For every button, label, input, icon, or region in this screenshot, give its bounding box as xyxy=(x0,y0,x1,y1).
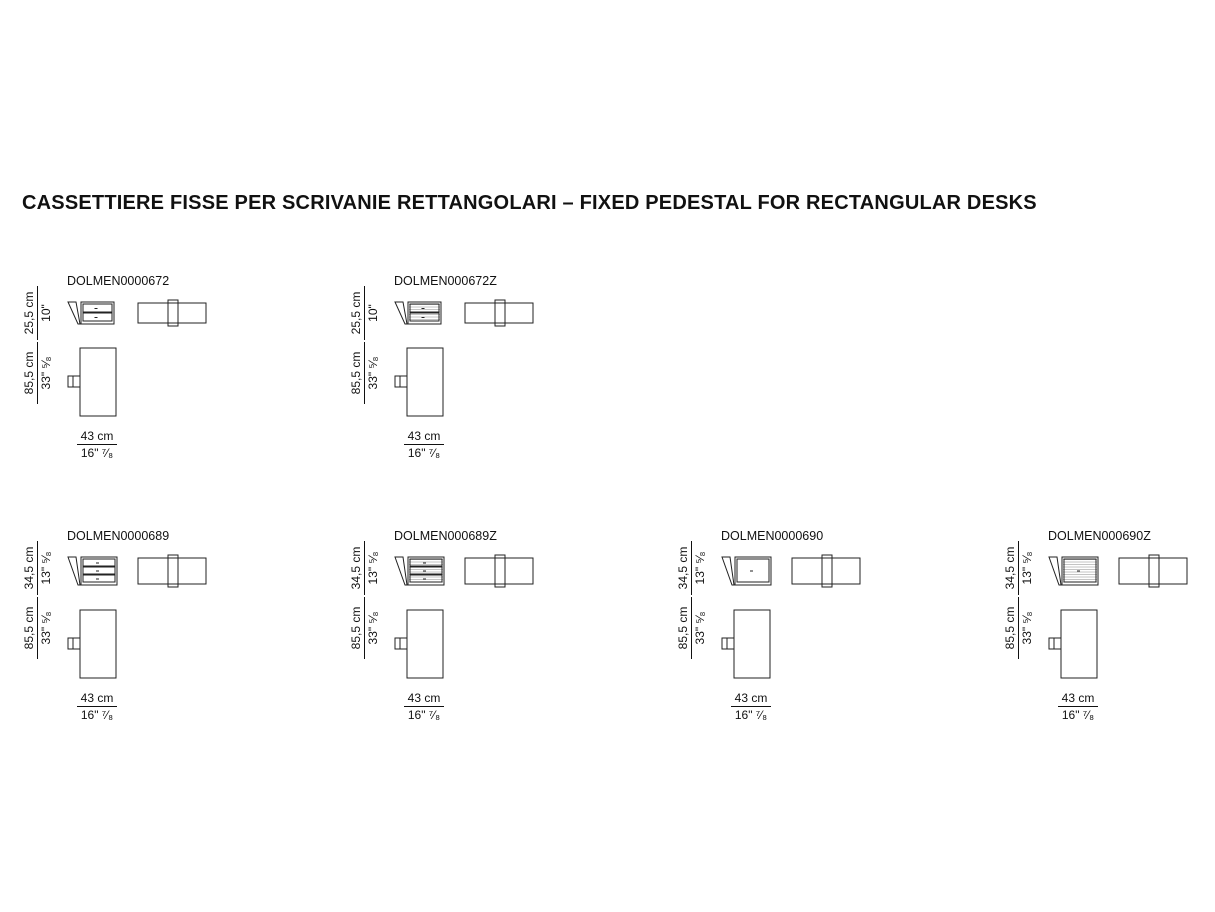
front-height-dimension-cm: 34,5 cm xyxy=(349,546,363,590)
product-code: DOLMEN000690Z xyxy=(1048,529,1151,543)
front-height-dimension-cm: 34,5 cm xyxy=(22,546,36,590)
pedestal-drawing xyxy=(349,274,559,474)
width-dimension-in: 16" ⁷⁄₈ xyxy=(407,446,441,460)
side-elevation xyxy=(1049,610,1097,678)
total-height-dimension-cm: 85,5 cm xyxy=(349,351,363,395)
width-dimension-in: 16" ⁷⁄₈ xyxy=(734,708,768,722)
side-elevation xyxy=(395,610,443,678)
side-profile-bracket xyxy=(68,302,80,324)
plan-view xyxy=(1119,555,1187,587)
pedestal-unit xyxy=(22,529,232,729)
pedestal-unit xyxy=(676,529,886,729)
side-profile-bracket xyxy=(395,557,407,585)
width-dimension-cm: 43 cm xyxy=(407,691,441,705)
plan-view xyxy=(138,300,206,326)
side-profile-bracket xyxy=(1049,557,1061,585)
pedestal-drawing xyxy=(1003,529,1213,729)
product-code: DOLMEN0000690 xyxy=(721,529,824,543)
front-height-dimension-in: 13" ⁵⁄₈ xyxy=(39,551,53,585)
pedestal-unit xyxy=(349,529,559,729)
total-height-dimension-cm: 85,5 cm xyxy=(676,606,690,650)
width-dimension-cm: 43 cm xyxy=(407,429,441,443)
product-code: DOLMEN000689Z xyxy=(394,529,497,543)
front-elevation xyxy=(81,302,114,324)
total-height-dimension-in: 33" ⁵⁄₈ xyxy=(366,356,380,390)
total-height-dimension-in: 33" ⁵⁄₈ xyxy=(1020,611,1034,645)
side-elevation xyxy=(395,348,443,416)
side-elevation xyxy=(68,610,116,678)
width-dimension-cm: 43 cm xyxy=(80,429,114,443)
width-dimension-in: 16" ⁷⁄₈ xyxy=(407,708,441,722)
pedestal-drawing xyxy=(676,529,886,729)
product-code: DOLMEN000672Z xyxy=(394,274,497,288)
product-code: DOLMEN0000672 xyxy=(67,274,170,288)
front-elevation xyxy=(408,557,444,585)
side-elevation xyxy=(722,610,770,678)
pedestal-drawing xyxy=(349,529,559,729)
pedestal-unit xyxy=(1003,529,1213,729)
plan-view xyxy=(465,555,533,587)
width-dimension-cm: 43 cm xyxy=(80,691,114,705)
front-elevation xyxy=(408,302,441,324)
front-height-dimension-in: 10" xyxy=(366,304,380,322)
pedestal-unit xyxy=(22,274,232,474)
front-height-dimension-cm: 25,5 cm xyxy=(22,291,36,335)
front-height-dimension-cm: 34,5 cm xyxy=(1003,546,1017,590)
width-dimension-in: 16" ⁷⁄₈ xyxy=(80,708,114,722)
total-height-dimension-in: 33" ⁵⁄₈ xyxy=(39,611,53,645)
side-profile-bracket xyxy=(68,557,80,585)
side-profile-bracket xyxy=(395,302,407,324)
plan-view xyxy=(792,555,860,587)
total-height-dimension-in: 33" ⁵⁄₈ xyxy=(366,611,380,645)
front-elevation xyxy=(1062,557,1098,585)
total-height-dimension-cm: 85,5 cm xyxy=(22,606,36,650)
pedestal-drawing xyxy=(22,529,232,729)
total-height-dimension-cm: 85,5 cm xyxy=(1003,606,1017,650)
total-height-dimension-in: 33" ⁵⁄₈ xyxy=(39,356,53,390)
total-height-dimension-cm: 85,5 cm xyxy=(22,351,36,395)
front-elevation xyxy=(81,557,117,585)
width-dimension-in: 16" ⁷⁄₈ xyxy=(1061,708,1095,722)
front-height-dimension-cm: 25,5 cm xyxy=(349,291,363,335)
front-height-dimension-in: 13" ⁵⁄₈ xyxy=(366,551,380,585)
front-elevation xyxy=(735,557,771,585)
page-title: CASSETTIERE FISSE PER SCRIVANIE RETTANGOLARI – FIXED PEDESTAL FOR RECTANGULAR DESKS xyxy=(22,192,1037,214)
side-profile-bracket xyxy=(722,557,734,585)
width-dimension-cm: 43 cm xyxy=(734,691,768,705)
plan-view xyxy=(138,555,206,587)
total-height-dimension-in: 33" ⁵⁄₈ xyxy=(693,611,707,645)
width-dimension-in: 16" ⁷⁄₈ xyxy=(80,446,114,460)
pedestal-unit xyxy=(349,274,559,474)
plan-view xyxy=(465,300,533,326)
front-height-dimension-in: 10" xyxy=(39,304,53,322)
product-code: DOLMEN0000689 xyxy=(67,529,170,543)
front-height-dimension-cm: 34,5 cm xyxy=(676,546,690,590)
side-elevation xyxy=(68,348,116,416)
front-height-dimension-in: 13" ⁵⁄₈ xyxy=(693,551,707,585)
pedestal-drawing xyxy=(22,274,232,474)
front-height-dimension-in: 13" ⁵⁄₈ xyxy=(1020,551,1034,585)
width-dimension-cm: 43 cm xyxy=(1061,691,1095,705)
total-height-dimension-cm: 85,5 cm xyxy=(349,606,363,650)
